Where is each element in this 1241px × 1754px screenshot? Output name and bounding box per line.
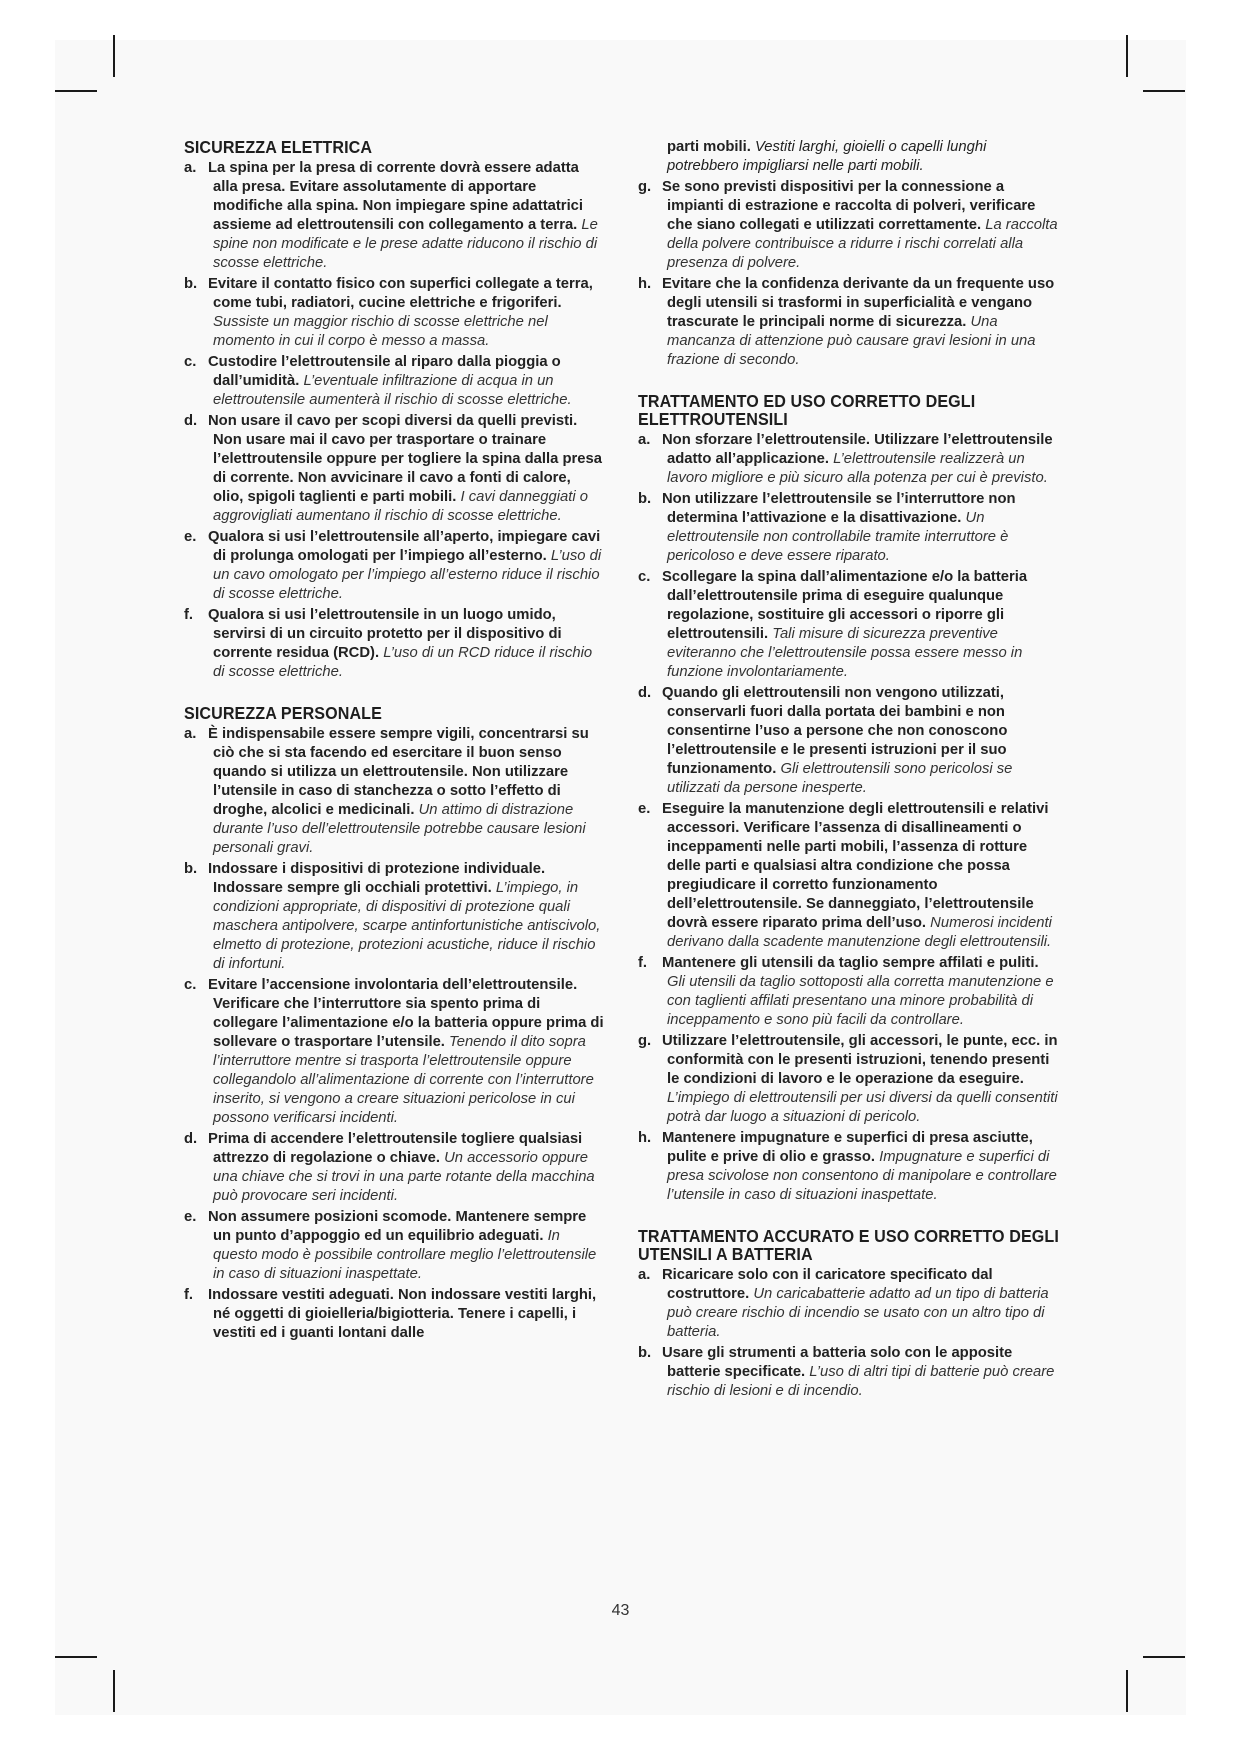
- list-item-letter: g.: [638, 179, 652, 195]
- list-item-letter: b.: [184, 276, 198, 292]
- list-item-italic-text: L’uso di un RCD riduce il rischio di scosse elettriche.: [213, 645, 593, 680]
- list-item-bold-text: Custodire l’elettroutensile al riparo dalla pioggia o dall’umidità.: [208, 354, 561, 389]
- crop-mark-bottom-right-v: [1126, 1670, 1128, 1712]
- list-item-bold-text: Non usare il cavo per scopi diversi da quelli previsti. Non usare mai il cavo per trasportare o trainare l’elettroutensile oppure per togliere la spina dalla presa di corrente. Non avvicinare il cavo a fonti di calore, olio, spigoli taglienti e parti mobili.: [208, 413, 602, 505]
- list-item-italic-text: Un caricabatterie adatto ad un tipo di batteria può creare rischio di incendio se usato con un altro tipo di batteria.: [667, 1286, 1049, 1340]
- list-item-text: [184, 606, 604, 682]
- continued-paragraph: [638, 138, 1058, 176]
- list-item-bold-text: Indossare vestiti adeguati. Non indossare vestiti larghi, né oggetti di gioielleria/bigiotteria. Tenere i capelli, i vestiti ed i guanti lontani dalle: [208, 1287, 597, 1341]
- list-item-letter: e.: [184, 1209, 197, 1225]
- list-item-italic-text: L’uso di un cavo omologato per l’impiego all’esterno riduce il rischio di scosse elettriche.: [213, 548, 602, 602]
- list-item-bold-text: Qualora si usi l’elettroutensile all’aperto, impiegare cavi di prolunga omologati per l’impiego all’esterno.: [208, 529, 601, 564]
- list-item: [638, 1266, 1058, 1342]
- list-item-text: [638, 1032, 1058, 1127]
- list-item-text: [638, 490, 1058, 566]
- crop-mark-top-right-h: [1143, 90, 1185, 92]
- list-item: [638, 178, 1058, 273]
- list-item-italic-text: Un elettroutensile non controllabile tramite interruttore è pericoloso e deve essere riparato.: [667, 510, 1009, 564]
- list-item-text: [184, 725, 604, 858]
- list-item-letter: b.: [184, 861, 198, 877]
- list-item: [184, 725, 604, 858]
- list-item-bold-text: Scollegare la spina dall’alimentazione e/o la batteria dall’elettroutensile prima di eseguire qualunque regolazione, sostituire gli accessori o riporre gli elettroutensili.: [662, 569, 1028, 642]
- list-item-italic-text: L’uso di altri tipi di batterie può creare rischio di lesioni e di incendio.: [667, 1364, 1055, 1399]
- list-item-italic-text: Impugnature e superfici di presa scivolose non consentono di manipolare e controllare l’utensile in caso di situazioni inaspettate.: [667, 1149, 1057, 1203]
- list-item: [184, 412, 604, 526]
- list-item: [184, 353, 604, 410]
- list-item-italic-text: L’elettroutensile realizzerà un lavoro migliore e più sicuro alla potenza per cui è previsto.: [667, 451, 1048, 486]
- list-item-italic-text: Tenendo il dito sopra l’interruttore mentre si trasporta l’elettroutensile oppure collegandolo all’alimentazione di corrente con l’interruttore inserito, si vengono a creare situazioni pericolose in cui possono verificarsi incidenti.: [213, 1034, 594, 1126]
- list-item: [184, 1130, 604, 1206]
- list-item-text: [638, 568, 1058, 682]
- list-item-letter: g.: [638, 1033, 652, 1049]
- list-item-text: [184, 159, 604, 273]
- continued-bold-text: parti mobili.: [667, 139, 751, 155]
- left-column: [184, 138, 604, 1345]
- list-item: [638, 1129, 1058, 1205]
- list-item: [638, 954, 1058, 1030]
- list-item-bold-text: Evitare il contatto fisico con superfici collegate a terra, come tubi, radiatori, cucine elettriche e frigoriferi.: [208, 276, 593, 311]
- crop-mark-top-left-h: [55, 90, 97, 92]
- list-item-letter: a.: [184, 160, 197, 176]
- list-item-italic-text: Numerosi incidenti derivano dalla scadente manutenzione degli elettroutensili.: [667, 915, 1052, 950]
- list-item-letter: e.: [184, 529, 197, 545]
- list-item-bold-text: Mantenere gli utensili da taglio sempre affilati e puliti.: [662, 955, 1039, 971]
- list-item-italic-text: In questo modo è possibile controllare meglio l’elettroutensile in caso di situazioni inaspettate.: [213, 1228, 597, 1282]
- crop-mark-bottom-left-h: [55, 1656, 97, 1658]
- list-item-bold-text: Prima di accendere l’elettroutensile togliere qualsiasi attrezzo di regolazione o chiave.: [208, 1131, 583, 1166]
- list-item: [184, 1286, 604, 1343]
- list-item-text: [638, 1344, 1058, 1401]
- list-item-bold-text: Indossare i dispositivi di protezione individuale. Indossare sempre gli occhiali protettivi.: [208, 861, 546, 896]
- list-item: [638, 568, 1058, 682]
- list-item-text: [184, 353, 604, 410]
- list-item-italic-text: La raccolta della polvere contribuisce a ridurre i rischi correlati alla presenza di polvere.: [667, 217, 1058, 271]
- list-item-letter: b.: [638, 1345, 652, 1361]
- list-item: [638, 490, 1058, 566]
- list-item-text: [638, 1266, 1058, 1342]
- section-title-trattamento-uso-elettroutensili: TRATTAMENTO ED USO CORRETTO DEGLI ELETTROUTENSILI: [638, 391, 976, 429]
- list-item-italic-text: Tali misure di sicurezza preventive eviteranno che l’elettroutensile possa essere messo in funzione involontariamente.: [667, 626, 1023, 680]
- list-item-italic-text: I cavi danneggiati o aggrovigliati aumentano il rischio di scosse elettriche.: [213, 489, 588, 524]
- list-item-text: [184, 412, 604, 526]
- list-item-italic-text: L’impiego, in condizioni appropriate, di dispositivi di protezione quali maschera antipolvere, scarpe antinfortunistiche antiscivolo, elmetto di protezione, protezioni acustiche, riduce il rischio di infortuni.: [213, 880, 601, 972]
- list-item-letter: h.: [638, 276, 652, 292]
- list-item-text: [638, 178, 1058, 273]
- list-item-letter: h.: [638, 1130, 652, 1146]
- list-item-text: [184, 860, 604, 974]
- crop-mark-bottom-right-h: [1143, 1656, 1185, 1658]
- list-item-text: [638, 275, 1058, 370]
- list-item-italic-text: Una mancanza di attenzione può causare gravi lesioni in una frazione di secondo.: [667, 314, 1036, 368]
- list-item-letter: d.: [638, 685, 652, 701]
- list-item: [638, 1344, 1058, 1401]
- list-item-bold-text: Non utilizzare l’elettroutensile se l’interruttore non determina l’attivazione e la disattivazione.: [662, 491, 1016, 526]
- list-item-bold-text: Non sforzare l’elettroutensile. Utilizzare l’elettroutensile adatto all’applicazione.: [662, 432, 1053, 467]
- list-item-letter: a.: [184, 726, 197, 742]
- list-item: [184, 860, 604, 974]
- list-item-italic-text: Gli elettroutensili sono pericolosi se utilizzati da persone inesperte.: [667, 761, 1013, 796]
- list-item-bold-text: La spina per la presa di corrente dovrà essere adatta alla presa. Evitare assolutamente di apportare modifiche alla spina. Non impiegare spine adattatrici assieme ad elettroutensili con collegamento a terra.: [208, 160, 584, 233]
- list-item-letter: c.: [184, 977, 197, 993]
- list-item-bold-text: Mantenere impugnature e superfici di presa asciutte, pulite e prive di olio e grasso.: [662, 1130, 1033, 1165]
- list-item-text: [184, 976, 604, 1128]
- list-item-bold-text: Se sono previsti dispositivi per la connessione a impianti di estrazione e raccolta di polveri, verificare che siano collegati e utilizzati correttamente.: [662, 179, 1036, 233]
- list-item: [184, 976, 604, 1128]
- list-item-bold-text: Quando gli elettroutensili non vengono utilizzati, conservarli fuori dalla portata dei bambini e non consentirne l’uso a persone che non conoscono l’elettroutensile e le presenti istruzioni per il suo funzionamento.: [662, 685, 1008, 777]
- list-item-bold-text: Evitare l’accensione involontaria dell’elettroutensile. Verificare che l’interruttore sia spento prima di collegare l’alimentazione e/o la batteria oppure prima di sollevare o trasportare l’utensile.: [208, 977, 604, 1050]
- list-item: [638, 431, 1058, 488]
- list-item-italic-text: Le spine non modificate e le prese adatte riducono il rischio di scosse elettriche.: [213, 217, 598, 271]
- list-item-text: [184, 1208, 604, 1284]
- list-item-letter: b.: [638, 491, 652, 507]
- list-item-letter: c.: [638, 569, 651, 585]
- section-title-utensili-a-batteria: TRATTAMENTO ACCURATO E USO CORRETTO DEGLI UTENSILI A BATTERIA: [638, 1226, 1059, 1264]
- list-item-text: [184, 275, 604, 351]
- crop-mark-top-right-v: [1126, 35, 1128, 77]
- list-item-text: [638, 800, 1058, 952]
- list-item-text: [184, 1286, 604, 1343]
- list-item-text: [184, 528, 604, 604]
- list-item-text: [638, 684, 1058, 798]
- list-item-bold-text: Utilizzare l’elettroutensile, gli accessori, le punte, ecc. in conformità con le presenti istruzioni, tenendo presenti le condizioni di lavoro e le operazione da eseguire.: [662, 1033, 1058, 1087]
- list-item-bold-text: È indispensabile essere sempre vigili, concentrarsi su ciò che si sta facendo ed esercitare il buon senso quando si utilizza un elettroutensile. Non utilizzare l’utensile in caso di stanchezza o sotto l’effetto di droghe, alcolici e medicinali.: [208, 726, 589, 818]
- list-item-italic-text: Un attimo di distrazione durante l’uso dell’elettroutensile potrebbe causare lesioni personali gravi.: [213, 802, 586, 856]
- list-item-text: [638, 431, 1058, 488]
- list-item: [184, 1208, 604, 1284]
- list-item-letter: f.: [184, 1287, 194, 1303]
- list-item-bold-text: Ricaricare solo con il caricatore specificato dal costruttore.: [662, 1267, 993, 1302]
- crop-mark-bottom-left-v: [113, 1670, 115, 1712]
- list-item-letter: f.: [184, 607, 194, 623]
- list-item-bold-text: Qualora si usi l’elettroutensile in un luogo umido, servirsi di un circuito protetto per il dispositivo di corrente residua (RCD).: [208, 607, 562, 661]
- list-item-text: [184, 1130, 604, 1206]
- list-item-letter: c.: [184, 354, 197, 370]
- list-item-bold-text: Eseguire la manutenzione degli elettroutensili e relativi accessori. Verificare l’assenza di disallineamenti o inceppamenti nelle parti mobili, l’assenza di rotture delle parti e qualsiasi altra condizione che possa pregiudicare il corretto funzionamento dell’elettroutensile. Se danneggiato, l’elettroutensile dovrà essere riparato prima dell’uso.: [662, 801, 1049, 931]
- list-item-italic-text: Sussiste un maggior rischio di scosse elettriche nel momento in cui il corpo è messo a massa.: [213, 314, 548, 349]
- right-column: [638, 138, 1058, 1403]
- crop-mark-top-left-v: [113, 35, 115, 77]
- list-item-bold-text: Usare gli strumenti a batteria solo con le apposite batterie specificate.: [662, 1345, 1013, 1380]
- continued-italic-text: Vestiti larghi, gioielli o capelli lunghi potrebbero impigliarsi nelle parti mobili.: [667, 139, 987, 174]
- list-item: [638, 1032, 1058, 1127]
- section-title-sicurezza-personale: SICUREZZA PERSONALE: [184, 703, 382, 723]
- list-item-italic-text: L’impiego di elettroutensili per usi diversi da quelli consentiti potrà dar luogo a situazioni di pericolo.: [667, 1090, 1058, 1125]
- list-item-italic-text: Un accessorio oppure una chiave che si trovi in una parte rotante della macchina può provocare seri incidenti.: [213, 1150, 595, 1204]
- list-item-text: [638, 1129, 1058, 1205]
- list-item-letter: d.: [184, 1131, 198, 1147]
- list-item: [184, 606, 604, 682]
- list-item: [638, 275, 1058, 370]
- list-item-letter: d.: [184, 413, 198, 429]
- list-item-letter: e.: [638, 801, 651, 817]
- list-item-letter: a.: [638, 432, 651, 448]
- list-item: [184, 528, 604, 604]
- list-item-italic-text: L’eventuale infiltrazione di acqua in un elettroutensile aumenterà il rischio di scosse elettriche.: [213, 373, 572, 408]
- list-item-italic-text: Gli utensili da taglio sottoposti alla corretta manutenzione e con taglienti affilati presentano una minore probabilità di inceppamento e sono più facili da controllare.: [667, 974, 1054, 1028]
- list-item-letter: a.: [638, 1267, 651, 1283]
- list-item: [638, 800, 1058, 952]
- list-item-text: [638, 954, 1058, 1030]
- list-item-letter: f.: [638, 955, 648, 971]
- list-item-bold-text: Non assumere posizioni scomode. Mantenere sempre un punto d’appoggio ed un equilibrio adeguati.: [208, 1209, 587, 1244]
- list-item: [638, 684, 1058, 798]
- list-item: [184, 275, 604, 351]
- page-number: 43: [611, 1602, 630, 1619]
- section-title-sicurezza-elettrica: SICUREZZA ELETTRICA: [184, 137, 373, 157]
- list-item-bold-text: Evitare che la confidenza derivante da un frequente uso degli utensili si trasformi in superficialità e vengano trascurate le principali norme di sicurezza.: [662, 276, 1055, 330]
- list-item: [184, 159, 604, 273]
